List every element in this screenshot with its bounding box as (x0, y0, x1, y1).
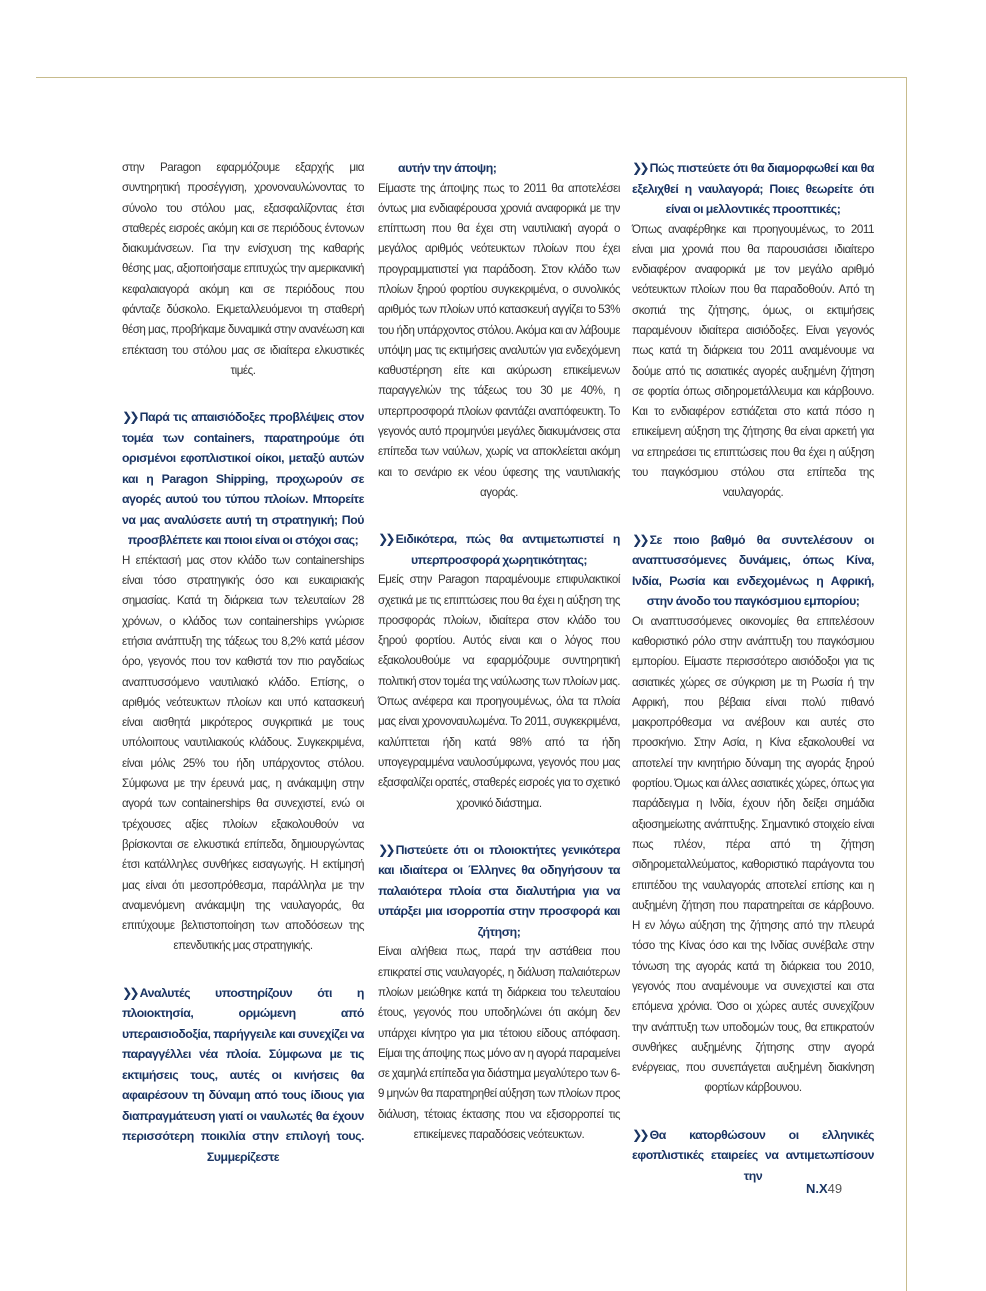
question-continued: αυτήν την άποψη; (398, 161, 497, 175)
answer-paragraph: Η επέκτασή μας στον κλάδο των containerships είναι τόσο στρατηγικής όσο και ευκαιριακής σημασίας. Κατά τη διάρκεια των τελευταίων 28 χρόνων, ο κλάδος των containerships γνώρισε ετήσια ανάπτυξη της τάξεως του 8,2% κατά μέσον όρο, γεγονός που τον καθιστά τον πιο ραγδαίως αναπτυσσόμενο ναυτιλιακό κλάδο. Επίσης, ο αριθμός νεότευκτων πλοίων και υπό κατασκευή είναι αισθητά μικρότερος συγκριτικά με τους υπόλοιπους ναυτιλιακούς κλάδους. Συγκεκριμένα, είναι μόλις 25% του ήδη υπάρχοντος στόλου. Σύμφωνα με την έρευνά μας, η ανάκαμψη στην αγορά των containerships θα συνεχιστεί, ενώ οι τρέχουσες αξίες πλοίων εξακολουθούν να βρίσκονται σε ελκυστικά επίπεδα, δημιουργώντας έτσι κατάλληλες συνθήκες εισαγωγής. Η εκτίμησή μας είναι ότι μεσοπρόθεσμα, παράλληλα με την αναμενόμενη ανάκαμψη της ναυλαγοράς, θα επιτύχουμε βελτιστοποίηση των αποδόσεων της επενδυτικής μας στρατηγικής. (122, 553, 364, 953)
question (632, 530, 874, 612)
answer-paragraph: Οι αναπτυσσόμενες οικονομίες θα επιτελέσουν καθοριστικό ρόλο στην ανάπτυξη του παγκόσμιου εμπορίου. Είμαστε περισσότερο αισιόδοξοι για τις ασιατικές χώρες σε σύγκριση με τη Ρωσία ή την Αφρική, που βέβαια είναι πολύ πιθανό μακροπρόθεσμα να ανέβουν και αυτές στο προσκήνιο. Στην Ασία, η Κίνα εξακολουθεί να αποτελεί την κινητήριο δύναμη της αγοράς ξηρού φορτίου. Όμως και άλλες ασιατικές χώρες, όπως για παράδειγμα η Ινδία, έχουν ήδη δείξει σημάδια αξιοσημείωτης ανάπτυξης. Σημαντικό στοιχείο είναι πως πλέον, πέρα από τη ζήτηση σιδηρομεταλλεύματος, καθοριστικό παράγοντα του επιπέδου της ναυλαγοράς αποτελεί επίσης και η αυξημένη ζήτηση που παρατηρείται σε κάρβουνο. Η εν λόγω αύξηση της ζήτησης από την πλευρά τόσο της Κίνας όσο και της Ινδίας συνέβαλε στην τόνωση της αγοράς κατά τη διάρκεια του 2010, γεγονός που αναμένουμε να συνεχιστεί και στα επόμενα χρόνια. Όσο οι χώρες αυτές συνεχίζουν την ανάπτυξη των υποδομών τους, θα επικρατούν συνθήκες αυξημένης ζήτησης στην αγορά ενέργειας, που συνεπάγεται αυξημένη διακίνηση φορτίων κάρβουνου. (632, 614, 874, 1095)
question-text: Παρά τις απαισιόδοξες προβλέψεις στον τομέα των containers, παρατηρούμε ότι ορισμένοι εφοπλιστικοί οίκοι, μεταξύ αυτών και η Paragon Shipping, προχωρούν σε αγορές αυτού του τύπου πλοίων. Μπορείτε να μας αναλύσετε αυτή τη στρατηγική; Πού προσβλέπετε και ποιοι είναι οι στόχοι σας; (122, 410, 364, 548)
answer-paragraph: στην Paragon εφαρμόζουμε εξαρχής μια συντηρητική προσέγγιση, χρονοναυλώνοντας το σύνολο του στόλου μας, εξασφαλίζοντας έτσι σταθερές εισροές ακόμη και σε περιόδους έντονων διακυμάνσεων. Για την ενίσχυση της καθαρής θέσης μας, αξιοποιήσαμε επιτυχώς την αμερικανική κεφαλαιαγορά ακόμη και σε περιόδους που φάνταζε δύσκολο. Εκμεταλλευόμενοι τη σταθερή θέση μας, προβήκαμε δυναμικά στην ανανέωση και επέκταση του στόλου μας σε ιδιαίτερα ελκυστικές τιμές. (122, 161, 364, 377)
answer-paragraph: Είμαστε της άποψης πως το 2011 θα αποτελέσει όντως μια ενδιαφέρουσα χρονιά αναφορικά με την επίπτωση που θα έχει στη ναυτιλιακή αγορά ο μεγάλος αριθμός νεότευκτων πλοίων που έχει προγραμματιστεί για παράδοση. Στον κλάδο των πλοίων ξηρού φορτίου συγκεκριμένα, ο συνολικός αριθμός των πλοίων υπό κατασκευή αγγίζει το 53% του ήδη υπάρχοντος στόλου. Ακόμα και αν λάβουμε υπόψη μας τις εκτιμήσεις αναλυτών για ενδεχόμενη καθυστέρηση είτε και ακύρωση επικείμενων παραγγελιών της τάξεως του 30 με 40%, η υπερπροσφορά πλοίων φαντάζει αναπόφευκτη. Το γεγονός αυτό προμηνύει μεγάλες διακυμάνσεις στα επίπεδα των ναύλων, χωρίς να αποκλείεται ακόμη και το σενάριο εκ νέου ύφεσης της ναυτιλιακής αγοράς. (378, 181, 620, 499)
question (378, 840, 620, 943)
column-1 (122, 158, 364, 1167)
question-text: Πώς πιστεύετε ότι θα διαμορφωθεί και θα εξελιχθεί η ναυλαγορά; Ποιες θεωρείτε ότι είναι οι μελλοντικές προοπτικές; (632, 161, 874, 216)
question-text: Θα κατορθώσουν οι ελληνικές εφοπλιστικές εταιρείες να αντιμετωπίσουν την (632, 1127, 874, 1183)
double-chevron-icon: ❯❯ (632, 532, 647, 547)
question (632, 1125, 874, 1187)
double-chevron-icon: ❯❯ (632, 161, 647, 175)
question-text: Αναλυτές υποστηρίζουν ότι η πλοιοκτησία, ορμώμενη από υπεραισιοδοξία, παρήγγειλε και συνεχίζει να παραγγέλλει νέα πλοία. Σύμφωνα με τις εκτιμήσεις τους, αυτές οι κινήσεις θα αφαιρέσουν τη δύναμη από τους ίδιους για διαπραγμάτευση γιατί οι ναυλωτές θα έχουν περισσότερη ποικιλία στην επιλογή τους. Συμμερίζεστε (122, 985, 364, 1164)
answer-paragraph: Εμείς στην Paragon παραμένουμε επιφυλακτικοί σχετικά με τις επιπτώσεις που θα έχει η αύξηση της προσφοράς πλοίων, ιδιαίτερα στον κλάδο του ξηρού φορτίου. Αυτός είναι και ο λόγος που εξακολουθούμε να εφαρμόζουμε συντηρητική πολιτική στον τομέα της ναύλωσης των πλοίων μας. Όπως ανέφερα και προηγουμένως, όλα τα πλοία μας είναι χρονοναυλωμένα. Το 2011, συγκεκριμένα, καλύπτεται ήδη κατά 98% από τα ήδη υπογεγραμμένα ναυλοσύμφωνα, γεγονός που μας εξασφαλίζει ορατές, σταθερές εισροές για το σχετικό χρονικό διάστημα. (378, 573, 620, 810)
question (122, 983, 364, 1168)
page-folio (806, 1181, 842, 1196)
question (378, 529, 620, 570)
double-chevron-icon: ❯❯ (122, 985, 137, 1000)
question-text: Ειδικότερα, πώς θα αντιμετωπιστεί η υπερπροσφορά χωρητικότητας; (395, 532, 620, 567)
question-text: Σε ποιο βαθμό θα συντελέσουν οι αναπτυσσόμενες δυνάμεις, όπως Κίνα, Ινδία, Ρωσία και ενδεχομένως η Αφρική, στην άνοδο του παγκόσμιου εμπορίου; (632, 532, 874, 609)
question-text: Πιστεύετε ότι οι πλοιοκτήτες γενικότερα και ιδιαίτερα οι Έλληνες θα οδηγήσουν τα παλαιότερα πλοία στα διαλυτήρια για να υπάρξει μια ισορροπία στην προσφορά και ζήτηση; (378, 842, 620, 939)
double-chevron-icon: ❯❯ (378, 842, 393, 857)
double-chevron-icon: ❯❯ (378, 532, 393, 547)
question (632, 158, 874, 220)
right-rule (906, 77, 907, 1291)
top-rule (36, 77, 907, 78)
page-number: 49 (827, 1181, 843, 1196)
column-2 (378, 158, 620, 1145)
answer-paragraph: Είναι αλήθεια πως, παρά την αστάθεια που επικρατεί στις ναυλαγορές, η διάλυση παλαιότερων πλοίων μειώθηκε κατά τη διάρκεια του τελευταίου έτους, γεγονός που υποδηλώνει ότι ακόμη δεν υπάρχει κίνητρο για μια τέτοιου είδους απόφαση. Είμαι της άποψης πως μόνο αν η αγορά παραμείνει σε χαμηλά επίπεδα για διάστημα μεγαλύτερο των 6-9 μηνών θα παρατηρηθεί αύξηση των πλοίων προς διάλυση, τέτοιας έκτασης που να εξισορροπεί τις επικείμενες παραδόσεις νεότευκτων. (378, 945, 620, 1141)
double-chevron-icon: ❯❯ (122, 410, 137, 425)
question (122, 407, 364, 551)
answer-paragraph: Όπως αναφέρθηκε και προηγουμένως, το 2011 είναι μια χρονιά που θα παρουσιάσει ιδιαίτερο ενδιαφέρον αναφορικά με τον μεγάλο αριθμό νεότευκτων πλοίων που θα παραδοθούν. Από τη σκοπιά της ζήτησης, όμως, οι εκτιμήσεις παραμένουν ιδιαίτερα αισιόδοξες. Είναι γεγονός πως κατά τη διάρκεια του 2011 αναμένουμε να δούμε από τις ασιατικές αγορές αυξημένη ζήτηση σε φορτία όπως σιδηρομετάλλευμα και κάρβουνο. Και το ενδιαφέρον εστιάζεται στο κατά πόσο η επικείμενη αύξηση της ζήτησης θα είναι αρκετή για να επηρεάσει τις επιπτώσεις που θα έχει η αύξηση του παγκόσμιου στόλου στα επίπεδα της ναυλαγοράς. (632, 222, 874, 500)
magazine-name: N.X (806, 1181, 828, 1196)
column-3 (632, 158, 874, 1186)
double-chevron-icon: ❯❯ (632, 1127, 647, 1142)
